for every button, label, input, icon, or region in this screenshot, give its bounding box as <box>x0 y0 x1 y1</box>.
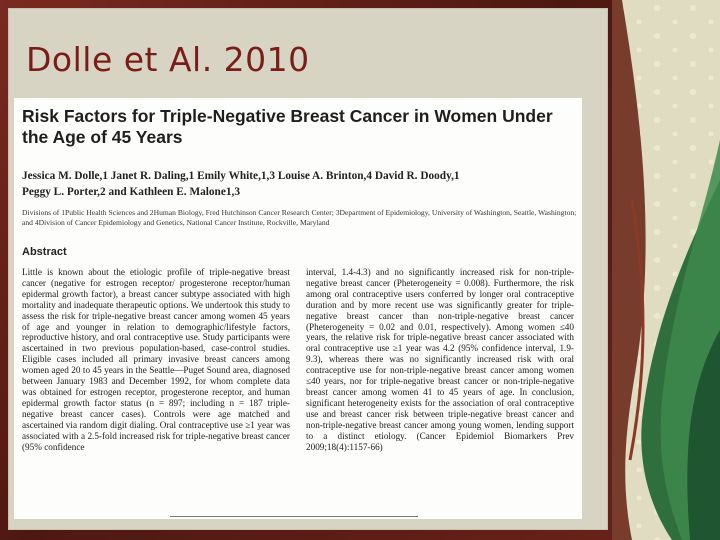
paper-authors <box>22 168 572 200</box>
paper-affiliations: Divisions of 1Public Health Sciences and 2Human Biology, Fred Hutchinson Cancer Research Center; 3Department of Epidemiology, University of Washington, Seattle, Washington; and 4Division of Cancer Epidemiology and Genetics, National Cancer Institute, Rockville, Maryland <box>22 208 577 227</box>
abstract-column-left: Little is known about the etiologic profile of triple-negative breast cancer (negative for estrogen receptor/ progesterone receptor/human epidermal growth factor), a breast cancer subtype associated with high mortality and inadequate therapeutic options. We undertook this study to assess the risk for triple-negative breast cancer among women 45 years of age and younger in relation to demographic/lifestyle factors, reproductive history, and oral contraceptive use. Study participants were ascertained in two previous population-based, case-control studies. Eligible cases included all primary invasive breast cancers among women aged 20 to 45 years in the Seattle—Puget Sound area, diagnosed between January 1983 and December 1992, for whom complete data was obtained for estrogen receptor, progesterone receptor, and human epidermal growth factor status (n = 897; including n = 187 triple-negative breast cancer cases). Controls were age matched and ascertained via random digit dialing. Oral contraceptive use ≥1 year was associated with a 2.5-fold increased risk for triple-negative breast cancer (95% confidence <box>22 267 290 452</box>
authors-line-1: Jessica M. Dolle,1 Janet R. Daling,1 Emily White,1,3 Louise A. Brinton,4 David R. Doody,1 <box>22 170 460 182</box>
decorative-stripe <box>612 0 720 540</box>
footer-rule <box>170 516 418 517</box>
slide-title: Dolle et Al. 2010 <box>26 40 310 79</box>
paper-excerpt-image <box>14 98 582 519</box>
authors-line-2: Peggy L. Porter,2 and Kathleen E. Malone1,3 <box>22 186 240 198</box>
abstract-heading: Abstract <box>22 246 67 258</box>
floral-decoration <box>612 0 720 540</box>
abstract-column-right: interval, 1.4-4.3) and no significantly increased risk for non-triple-negative breast cancer (Pheterogeneity = 0.008). Furthermore, the risk among oral contraceptive users conferred by longer oral contraceptive duration and by more recent use was significantly greater for triple-negative breast cancer than non-triple-negative breast cancer (Pheterogeneity = 0.02 and 0.01, respectively). Among women ≤40 years, the relative risk for triple-negative breast cancer associated with oral contraceptive use ≥1 year was 4.2 (95% confidence interval, 1.9-9.3), whereas there was no significantly increased risk with oral contraceptive use for non-triple-negative breast cancer among women ≤40 years, nor for triple-negative breast cancer or non-triple-negative breast cancer among women 41 to 45 years of age. In conclusion, significant heterogeneity exists for the association of oral contraceptive use and breast cancer risk between triple-negative breast cancer and non-triple-negative breast cancer among young women, lending support to a distinct etiology. (Cancer Epidemiol Biomarkers Prev 2009;18(4):1157-66) <box>306 267 574 452</box>
paper-title: Risk Factors for Triple-Negative Breast Cancer in Women Under the Age of 45 Years <box>22 106 553 147</box>
